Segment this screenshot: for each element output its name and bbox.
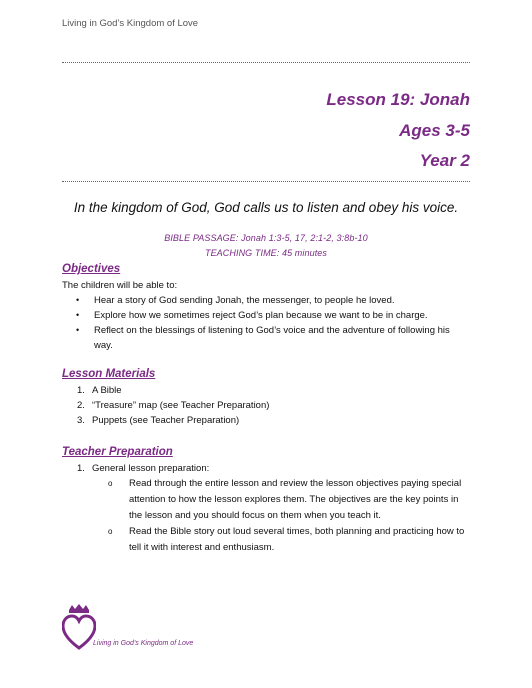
list-item: • Reflect on the blessings of listening to God’s voice and the adventure of following his xyxy=(76,325,450,336)
list-item: • Hear a story of God sending Jonah, the messenger, to people he loved. xyxy=(76,295,395,306)
sub-list-item: o Read the Bible story out loud several times, both planning and practicing how to xyxy=(99,524,479,540)
list-item: 1. A Bible xyxy=(77,385,122,396)
objectives-intro: The children will be able to: xyxy=(62,280,178,291)
running-header: Living in God’s Kingdom of Love xyxy=(62,18,199,29)
circle-bullet-icon: o xyxy=(108,479,113,488)
lesson-title: Lesson 19: Jonah xyxy=(326,90,470,109)
bullet-icon: • xyxy=(76,310,80,320)
preparation-heading: Teacher Preparation xyxy=(62,446,173,458)
list-item: 2. “Treasure” map (see Teacher Preparation) xyxy=(77,400,270,411)
ages-label: Ages 3-5 xyxy=(399,121,470,140)
sub-list-item-continuation: the lesson and you should focus on them when you teach it. xyxy=(129,510,381,521)
lesson-theme: In the kingdom of God, God calls us to listen and obey his voice. xyxy=(73,200,459,215)
bullet-icon: • xyxy=(76,325,80,335)
preparation-sub-list xyxy=(99,476,479,556)
materials-list xyxy=(62,383,482,428)
materials-heading: Lesson Materials xyxy=(62,368,156,380)
objectives-heading: Objectives xyxy=(62,263,121,275)
year-label: Year 2 xyxy=(419,151,470,170)
footer-text: Living in God’s Kingdom of Love xyxy=(93,640,194,647)
bullet-icon: • xyxy=(76,295,80,305)
list-item: • Explore how we sometimes reject God’s plan because we want to be in charge. xyxy=(76,310,428,321)
bible-passage: BIBLE PASSAGE: Jonah 1:3-5, 17, 2:1-2, 3:8b-10 xyxy=(164,233,368,243)
crown-heart-logo-icon xyxy=(62,604,96,652)
sub-list-item-continuation: tell it with interest and enthusiasm. xyxy=(129,542,275,553)
list-item: 3. Puppets (see Teacher Preparation) xyxy=(77,415,240,426)
preparation-list xyxy=(62,461,482,476)
list-item-continuation: way. xyxy=(94,340,113,351)
list-item: 1. General lesson preparation: xyxy=(77,463,210,474)
top-divider xyxy=(62,62,470,63)
title-divider xyxy=(62,181,470,182)
circle-bullet-icon: o xyxy=(108,527,113,536)
teaching-time: TEACHING TIME: 45 minutes xyxy=(204,248,328,258)
sub-list-item: o Read through the entire lesson and review the lesson objectives paying special xyxy=(99,476,479,492)
objectives-list xyxy=(62,293,482,353)
sub-list-item-continuation: attention to how the lesson explores them. The objectives are the key points in xyxy=(129,494,459,505)
